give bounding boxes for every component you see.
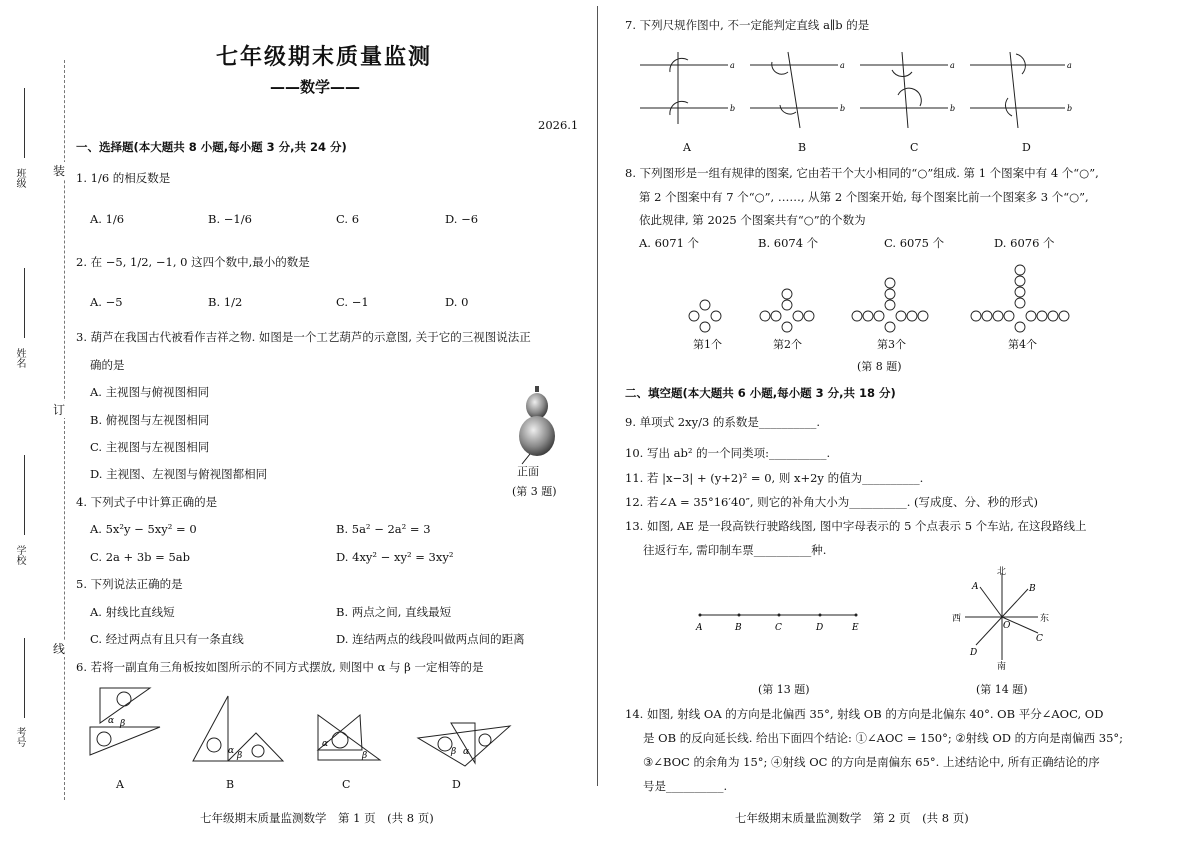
q1-option-c: C. 6 [336, 212, 360, 226]
q7d-a: a [1067, 61, 1072, 70]
q4-stem: 4. 下列式子中计算正确的是 [76, 495, 218, 509]
q7-label-c: C [910, 141, 919, 154]
q8-line1: 8. 下列图形是一组有规律的图案, 它由若干个大小相同的“○”组成. 第 1 个图案中有 4 个“○”, [625, 166, 1099, 180]
q6d-alpha: α [463, 747, 470, 757]
q14-label-c: C [1036, 634, 1043, 644]
exam-no-underline [24, 638, 25, 718]
q6-label-b: B [226, 778, 235, 791]
q6-figure-b [188, 693, 288, 773]
q4-option-d: D. 4xy² − xy² = 3xy² [336, 550, 454, 564]
q2-option-b: B. 1/2 [208, 295, 243, 309]
q8-pattern-label-1: 第1个 [693, 338, 722, 351]
q14-east: 东 [1040, 614, 1050, 624]
page-divider [597, 6, 598, 786]
q2-option-d: D. 0 [445, 295, 469, 309]
q14-label-o: O [1003, 621, 1011, 631]
q1-option-b: B. −1/6 [208, 212, 252, 226]
q5-option-a: A. 射线比直线短 [90, 605, 175, 619]
binding-xian: 线 [53, 642, 66, 656]
exam-date: 2026.1 [538, 118, 579, 132]
q6b-alpha: α [228, 746, 235, 756]
q14-line4: 号是__________. [643, 779, 728, 793]
binding-zhuang: 装 [53, 164, 66, 178]
q7-figure-c [860, 52, 955, 128]
q4-option-c: C. 2a + 3b = 5ab [90, 550, 190, 564]
exam-no-label: 考号 [14, 727, 25, 747]
q14-caption: (第 14 题) [976, 683, 1028, 696]
q7-label-d: D [1022, 141, 1031, 154]
q13-point-a: A [696, 623, 703, 633]
q14-south: 南 [997, 662, 1007, 672]
q7b-b: b [840, 104, 846, 113]
q13-point-d: D [816, 623, 824, 633]
q7c-a: a [950, 61, 955, 70]
q8-option-b: B. 6074 个 [758, 236, 819, 250]
q6a-alpha: α [108, 716, 115, 726]
q5-option-d: D. 连结两点的线段叫做两点间的距离 [336, 632, 525, 646]
q7-stem: 7. 下列尺规作图中, 不一定能判定直线 a∥b 的是 [625, 18, 870, 32]
gourd-figure [508, 384, 568, 464]
q8-pattern-2 [760, 289, 814, 332]
q13-figure [690, 605, 870, 635]
q8-pattern-label-2: 第2个 [773, 338, 802, 351]
q7b-a: a [840, 61, 845, 70]
q6-label-c: C [342, 778, 351, 791]
q12: 12. 若∠A = 35°16′40″, 则它的补角大小为__________. (写成度、分、秒的形式) [625, 495, 1038, 509]
q6c-beta: β [362, 751, 368, 761]
q8-pattern-1 [689, 300, 721, 332]
q6b-beta: β [237, 751, 243, 761]
q14-label-d: D [970, 648, 978, 658]
q13-point-c: C [775, 623, 782, 633]
name-underline [24, 268, 25, 338]
q2-option-c: C. −1 [336, 295, 369, 309]
school-label: 学校 [14, 545, 25, 565]
q2-stem: 2. 在 −5, 1/2, −1, 0 这四个数中,最小的数是 [76, 255, 310, 269]
q7a-a: a [730, 61, 735, 70]
q4-option-a: A. 5x²y − 5xy² = 0 [90, 522, 197, 536]
q11: 11. 若 |x−3| + (y+2)² = 0, 则 x+2y 的值为__________. [625, 471, 924, 485]
class-underline [24, 88, 25, 158]
q14-line1: 14. 如图, 射线 OA 的方向是北偏西 35°, 射线 OB 的方向是北偏东 40°. OB 平分∠AOC, OD [625, 707, 1104, 721]
right-footer: 七年级期末质量监测数学 第 2 页 (共 8 页) [735, 811, 969, 825]
q7c-b: b [950, 104, 956, 113]
q6-label-a: A [116, 778, 124, 791]
q13-caption: (第 13 题) [758, 683, 810, 696]
q3-option-c: C. 主视图与左视图相同 [90, 440, 210, 454]
q13-point-b: B [735, 623, 742, 633]
q7a-b: b [730, 104, 736, 113]
q8-pattern-label-3: 第3个 [877, 338, 906, 351]
page-subtitle: ——数学—— [270, 78, 361, 96]
q1-option-a: A. 1/6 [90, 212, 125, 226]
gourd-front-label: 正面 [517, 465, 539, 478]
q13-line2: 往返行车, 需印制车票__________种. [643, 543, 827, 557]
q8-option-d: D. 6076 个 [994, 236, 1055, 250]
q13-point-e: E [852, 623, 859, 633]
school-underline [24, 455, 25, 535]
section2-heading: 二、填空题(本大题共 6 小题,每小题 3 分,共 18 分) [625, 386, 896, 400]
q1-option-d: D. −6 [445, 212, 479, 226]
q14-line3: ③∠BOC 的余角为 15°; ④射线 OC 的方向是南偏东 65°. 上述结论中, 所有正确结论的序 [643, 755, 1100, 769]
name-label: 姓名 [14, 348, 25, 368]
q3-stem-line1: 3. 葫芦在我国古代被看作吉祥之物. 如图是一个工艺葫芦的示意图, 关于它的三视图说法正 [76, 330, 531, 344]
q8-line2: 第 2 个图案中有 7 个“○”, ……, 从第 2 个图案开始, 每个图案比前一个图案多 3 个“○”, [639, 190, 1089, 204]
q7-figure-d [970, 52, 1072, 128]
q8-pattern-3 [852, 278, 928, 332]
q7-figure-b [750, 52, 845, 128]
q14-north: 北 [997, 567, 1007, 577]
q6-figure-a [80, 685, 170, 770]
q7-label-a: A [683, 141, 691, 154]
left-footer: 七年级期末质量监测数学 第 1 页 (共 8 页) [200, 811, 434, 825]
q6d-beta: β [451, 747, 457, 757]
page-title: 七年级期末质量监测 [216, 45, 433, 70]
section1-heading: 一、选择题(本大题共 8 小题,每小题 3 分,共 24 分) [76, 140, 347, 154]
q8-caption: (第 8 题) [857, 360, 902, 373]
q2-option-a: A. −5 [90, 295, 123, 309]
q7-figures [640, 50, 1100, 135]
q9: 9. 单项式 2xy/3 的系数是__________. [625, 415, 821, 429]
q3-stem-line2: 确的是 [90, 358, 125, 372]
q5-option-b: B. 两点之间, 直线最短 [336, 605, 452, 619]
q5-stem: 5. 下列说法正确的是 [76, 577, 183, 591]
q14-compass-figure [950, 565, 1060, 675]
q8-option-c: C. 6075 个 [884, 236, 945, 250]
q5-option-c: C. 经过两点有且只有一条直线 [90, 632, 244, 646]
q8-patterns [680, 258, 1080, 338]
q7-label-b: B [798, 141, 807, 154]
q6-figure-c [310, 710, 390, 770]
class-label: 班级 [14, 168, 25, 188]
q1-stem: 1. 1/6 的相反数是 [76, 171, 171, 185]
q10: 10. 写出 ab² 的一个同类项:__________. [625, 446, 831, 460]
q8-pattern-label-4: 第4个 [1008, 338, 1037, 351]
q7d-b: b [1067, 104, 1073, 113]
q14-west: 西 [952, 614, 962, 624]
q13-line1: 13. 如图, AE 是一段高铁行驶路线图, 图中字母表示的 5 个点表示 5 个车站, 在这段路线上 [625, 519, 1087, 533]
q6-label-d: D [452, 778, 461, 791]
q14-label-b: B [1029, 584, 1036, 594]
q6-figure-d [415, 718, 515, 773]
q3-option-a: A. 主视图与俯视图相同 [90, 385, 210, 399]
q4-option-b: B. 5a² − 2a² = 3 [336, 522, 431, 536]
q7-figure-a [640, 52, 735, 124]
q14-line2: 是 OB 的反向延长线. 给出下面四个结论: ①∠AOC = 150°; ②射线 OD 的方向是南偏西 35°; [643, 731, 1124, 745]
q8-pattern-4 [971, 265, 1069, 332]
q6a-beta: β [120, 719, 126, 729]
q6-stem: 6. 若将一副直角三角板按如图所示的不同方式摆放, 则图中 α 与 β 一定相等的是 [76, 660, 484, 674]
q3-option-b: B. 俯视图与左视图相同 [90, 413, 210, 427]
q8-line3: 依此规律, 第 2025 个图案共有“○”的个数为 [639, 213, 866, 227]
q3-option-d: D. 主视图、左视图与俯视图都相同 [90, 467, 268, 481]
binding-ding: 订 [53, 403, 66, 417]
q14-label-a: A [972, 582, 979, 592]
q6c-alpha: α [322, 739, 329, 749]
q8-option-a: A. 6071 个 [639, 236, 700, 250]
q3-caption: (第 3 题) [512, 485, 557, 498]
